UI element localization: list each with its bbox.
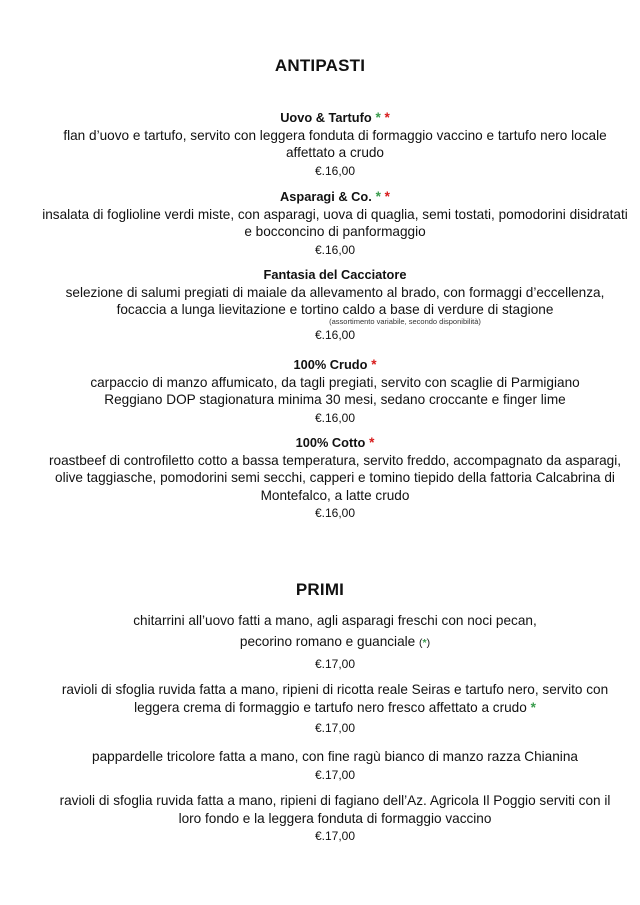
dish-description: pappardelle tricolore fatta a mano, con fine ragù bianco di manzo razza Chianina bbox=[92, 749, 578, 764]
dish-price: €.16,00 bbox=[314, 242, 356, 257]
section-title-primi: PRIMI bbox=[295, 580, 345, 599]
dish-description: ravioli di sfoglia ruvida fatta a mano, ripieni di ricotta reale Seiras e tartufo nero, servito con leggera crema di formaggio e tartufo nero fresco affettato a crudo bbox=[61, 682, 609, 715]
availability-note: (assortimento variabile, secondo disponibilità) bbox=[329, 316, 481, 326]
dish-description: flan d’uovo e tartufo, servito con leggera fonduta di formaggio vaccino e tartufo nero locale affettato a crudo bbox=[63, 127, 607, 161]
red-star-icon: * bbox=[371, 357, 377, 372]
dish-name: Asparagi & Co. bbox=[280, 189, 372, 204]
note-open-paren: ( bbox=[419, 636, 423, 649]
dish-name: Uovo & Tartufo bbox=[280, 110, 372, 125]
dish-name: Fantasia del Cacciatore bbox=[263, 267, 407, 282]
section-title-antipasti: ANTIPASTI bbox=[274, 56, 366, 75]
dish-description-line2: pecorino romano e guanciale bbox=[239, 633, 416, 649]
dish-price: €.17,00 bbox=[314, 829, 356, 844]
menu-item-pappardelle bbox=[40, 748, 630, 784]
dish-name: 100% Cotto bbox=[295, 435, 366, 450]
green-star-icon: * bbox=[375, 110, 381, 125]
menu-item-ravioli-tartufo bbox=[40, 681, 630, 738]
dish-description-line2-wrap bbox=[40, 633, 630, 653]
red-star-icon: * bbox=[384, 189, 390, 204]
red-star-icon: * bbox=[369, 435, 375, 450]
dish-price: €.17,00 bbox=[314, 657, 356, 672]
dish-description: selezione di salumi pregiati di maiale da allevamento al brado, con formaggi d’eccellenza, focaccia a lunga lievitazione e tortino caldo a base di verdure di stagione bbox=[65, 284, 605, 318]
green-star-icon: * bbox=[530, 699, 536, 715]
dish-price: €.16,00 bbox=[314, 410, 356, 425]
dish-description: insalata di foglioline verdi miste, con asparagi, uova di quaglia, semi tostati, pomodorini disidratati e bocconcino di panformaggio bbox=[42, 206, 628, 240]
dish-description: roastbeef di controfiletto cotto a bassa temperatura, servito freddo, accompagnato da asparagi, olive taggiasche, pomodorini semi secchi, capperi e tomino tiepido della fattoria Calcabrina di Montefalco, a latte crudo bbox=[48, 452, 622, 503]
menu-item-100-cotto bbox=[40, 434, 630, 523]
menu-item-uovo-tartufo bbox=[40, 109, 630, 180]
green-star-icon: * bbox=[422, 636, 427, 649]
note-close-paren: ) bbox=[426, 636, 431, 649]
dish-price: €.17,00 bbox=[314, 721, 356, 736]
dish-description-line1: chitarrini all’uovo fatti a mano, agli asparagi freschi con noci pecan, bbox=[133, 613, 537, 628]
dish-description: carpaccio di manzo affumicato, da tagli pregiati, servito con scaglie di Parmigiano Reggiano DOP stagionatura minima 30 mesi, sedano croccante e finger lime bbox=[90, 374, 580, 408]
dish-price: €.16,00 bbox=[314, 327, 356, 342]
dish-price: €.17,00 bbox=[314, 767, 356, 782]
red-star-icon: * bbox=[384, 110, 390, 125]
menu-item-fantasia-cacciatore bbox=[40, 266, 630, 344]
menu-item-100-crudo bbox=[40, 356, 630, 427]
dish-price: €.16,00 bbox=[314, 506, 356, 521]
dish-price: €.16,00 bbox=[314, 163, 356, 178]
menu-item-chitarrini bbox=[40, 612, 630, 674]
dish-name: 100% Crudo bbox=[293, 357, 368, 372]
dish-description: ravioli di sfoglia ruvida fatta a mano, ripieni di fagiano dell’Az. Agricola Il Poggio serviti con il loro fondo e la leggera fonduta di formaggio vaccino bbox=[59, 793, 611, 826]
green-star-icon: * bbox=[375, 189, 381, 204]
menu-item-ravioli-fagiano bbox=[40, 792, 630, 846]
menu-item-asparagi-co bbox=[40, 188, 630, 259]
